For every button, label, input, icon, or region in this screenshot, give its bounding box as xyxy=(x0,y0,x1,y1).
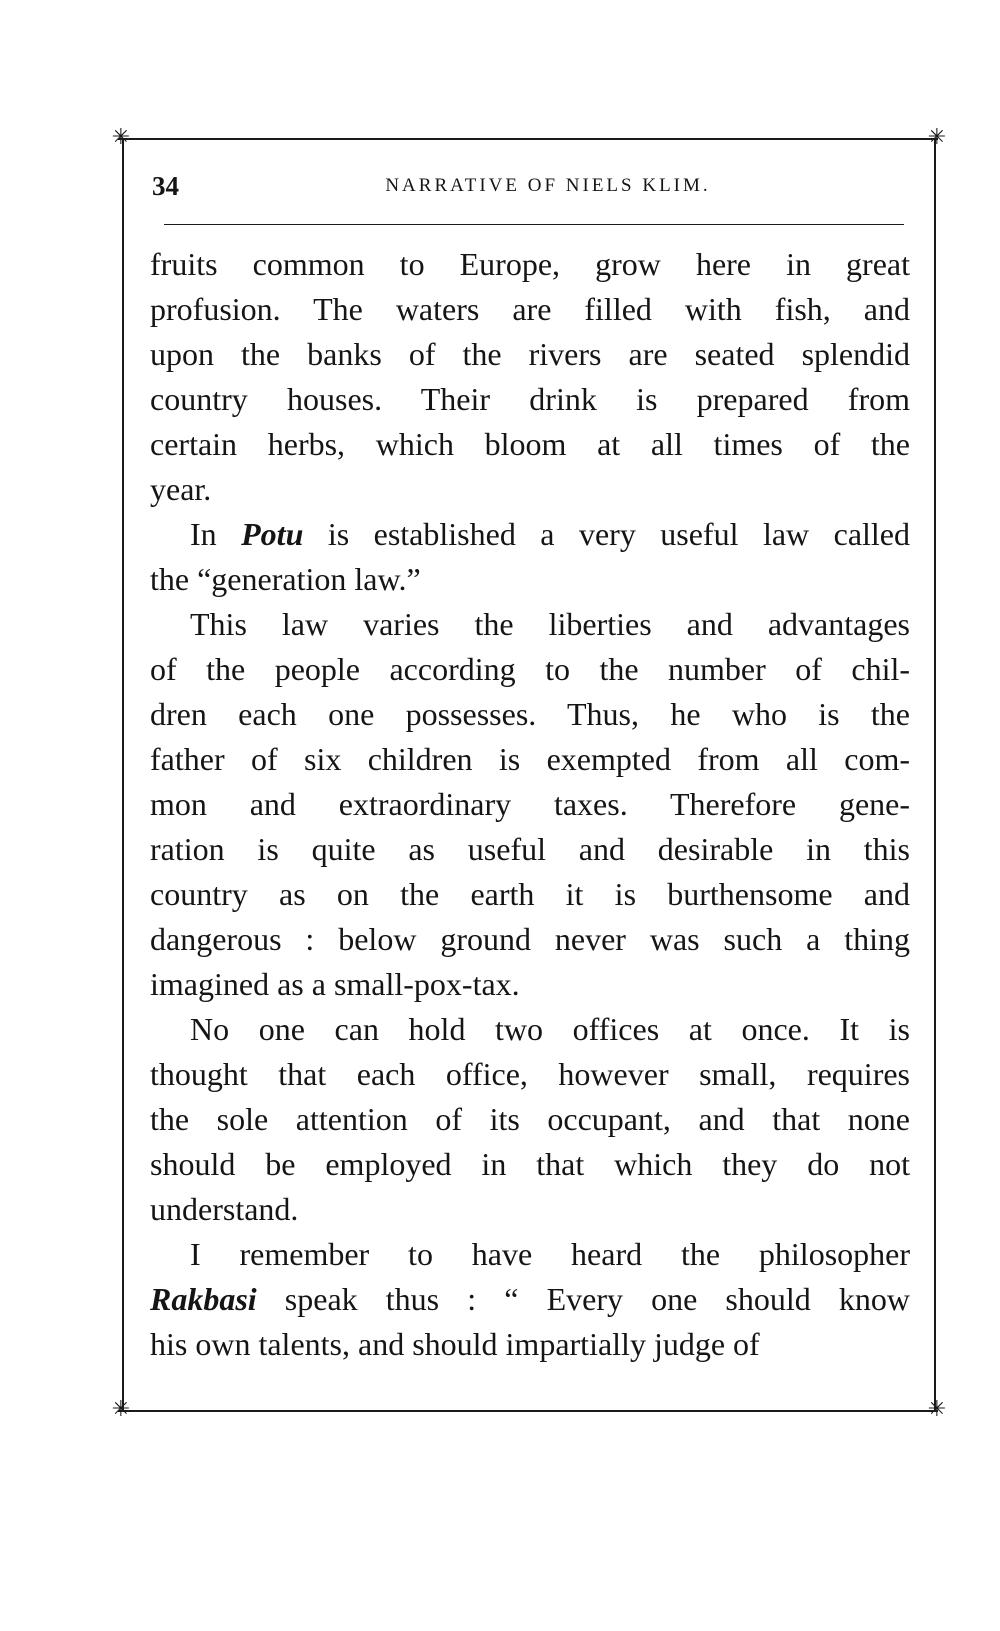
text-line: dren each one possesses. Thus, he who is the xyxy=(150,696,910,732)
header-rule xyxy=(164,224,904,225)
corner-ornament-icon: ✳ xyxy=(111,125,131,150)
text-line: profusion. The waters are filled with fish, and xyxy=(150,291,910,327)
text-line: father of six children is exempted from all com- xyxy=(150,741,910,777)
text-line: In Potu is established a very useful law called xyxy=(190,516,910,552)
text-line: thought that each office, however small, requires xyxy=(150,1056,910,1092)
corner-ornament-icon: ✳ xyxy=(927,125,947,150)
text-line: certain herbs, which bloom at all times of the xyxy=(150,426,910,462)
text-line: country as on the earth it is burthensome and xyxy=(150,876,910,912)
text-line: of the people according to the number of chil- xyxy=(150,651,910,687)
text-line: dangerous : below ground never was such a thing xyxy=(150,921,910,957)
text-line: the sole attention of its occupant, and that none xyxy=(150,1101,910,1137)
text-line: year. xyxy=(150,471,212,507)
page-number: 34 xyxy=(152,171,179,201)
italic-name: Rakbasi xyxy=(150,1281,257,1317)
italic-name: Potu xyxy=(241,516,304,552)
text-line: the “generation law.” xyxy=(150,561,421,597)
text-line: country houses. Their drink is prepared from xyxy=(150,381,910,417)
corner-ornament-icon: ✳ xyxy=(111,1397,131,1422)
text-line: Rakbasi speak thus : “ Every one should know xyxy=(150,1281,910,1317)
text-line: This law varies the liberties and advantages xyxy=(190,606,910,642)
text-line: upon the banks of the rivers are seated splendid xyxy=(150,336,910,372)
text-line: mon and extraordinary taxes. Therefore gene- xyxy=(150,786,910,822)
text-line: No one can hold two offices at once. It is xyxy=(190,1011,910,1047)
text-line: his own talents, and should impartially judge of xyxy=(150,1326,760,1362)
running-header xyxy=(152,166,904,206)
running-title: NARRATIVE OF NIELS KLIM. xyxy=(385,175,711,196)
bottom-rule xyxy=(118,1410,938,1412)
text-line: I remember to have heard the philosopher xyxy=(190,1236,910,1272)
corner-ornament-icon: ✳ xyxy=(927,1397,947,1422)
text-line: should be employed in that which they do not xyxy=(150,1146,910,1182)
text-line: imagined as a small-pox-tax. xyxy=(150,966,520,1002)
top-rule xyxy=(118,138,938,140)
text-line: ration is quite as useful and desirable in this xyxy=(150,831,910,867)
text-line: understand. xyxy=(150,1191,299,1227)
body-text xyxy=(150,242,910,1367)
text-line: fruits common to Europe, grow here in great xyxy=(150,246,910,282)
